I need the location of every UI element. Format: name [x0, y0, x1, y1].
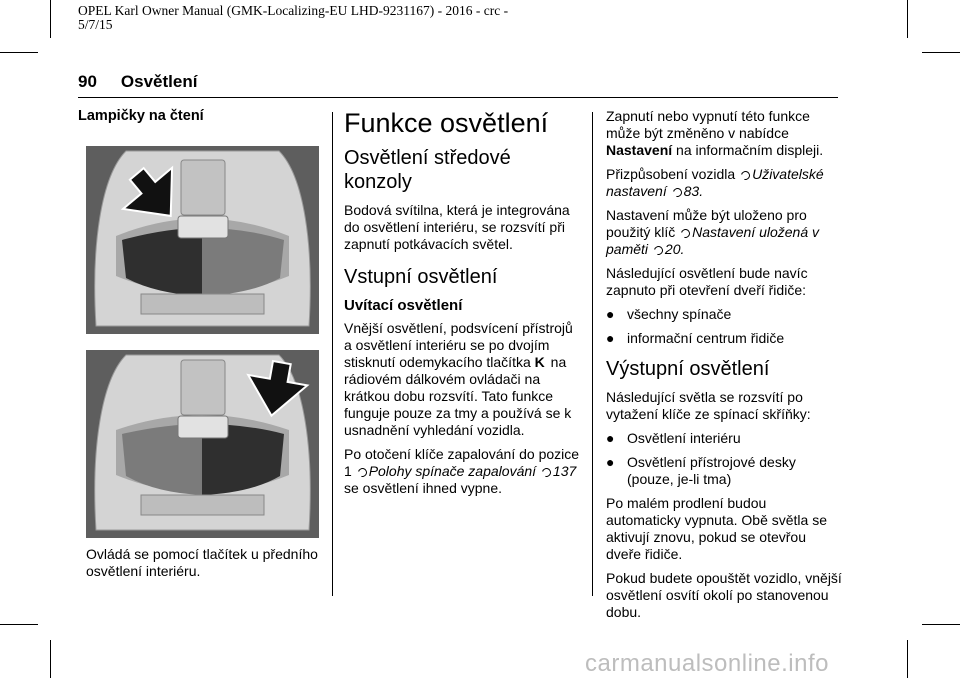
- column-3: [606, 108, 842, 628]
- paragraph: Vnější osvětlení, podsvícení přístrojů a osvětlení interiéru se po dvojím stisknutí odemykacího tlačítka K na rádiovém dálkovém ovládači na krátkou dobu rozsvítí. Tato funkce funguje pouze za tmy a používá se k usnadnění vyhledání vozidla.: [344, 320, 573, 438]
- crop-mark: [922, 52, 960, 53]
- header-rule: [78, 97, 838, 98]
- list-item: ● Osvětlení interiéru: [606, 430, 741, 446]
- column-divider: [592, 112, 593, 596]
- lamp-illustration: [86, 350, 319, 538]
- paragraph: Nastavení může být uloženo pro použitý klíč Nastavení uložená v paměti 20.: [606, 207, 819, 257]
- crop-mark: [50, 640, 51, 678]
- section-title-reading-lamps: Lampičky na čtení: [78, 108, 204, 124]
- paragraph: Pokud budete opouštět vozidlo, vnější osvětlení osvítí okolí po stanovenou dobu.: [606, 570, 842, 620]
- crop-mark: [907, 640, 908, 678]
- crop-mark: [922, 624, 960, 625]
- reference-arrow-icon: [739, 169, 751, 181]
- crop-mark: [0, 52, 38, 53]
- page-reference[interactable]: 83: [683, 183, 700, 199]
- crop-mark: [907, 0, 908, 38]
- page-number: 90: [78, 72, 97, 91]
- page-reference[interactable]: 137: [552, 463, 577, 479]
- figure-lamp-right: [86, 350, 335, 538]
- list-item: ● Osvětlení přístrojové desky (pouze, je-li tma): [606, 454, 796, 487]
- chapter-title: Funkce osvětlení: [344, 108, 549, 138]
- subsection-title-console: Osvětlení středové konzoly: [344, 147, 511, 193]
- print-header-line2: 5/7/15: [78, 17, 113, 32]
- figure-lamp-left: [86, 146, 335, 334]
- page-reference[interactable]: 20: [664, 241, 681, 257]
- print-header-line1: OPEL Karl Owner Manual (GMK-Localizing-EU LHD-9231167) - 2016 - crc -: [78, 3, 509, 18]
- list-item: ● všechny spínače: [606, 306, 732, 322]
- page-heading: [78, 72, 197, 92]
- subsection-title-entry-lighting: Vstupní osvětlení: [344, 266, 498, 288]
- paragraph: Následující osvětlení bude navíc zapnuto při otevření dveří řidiče:: [606, 265, 808, 298]
- subsection-title-exit-lighting: Výstupní osvětlení: [606, 358, 770, 380]
- page-section-title: Osvětlení: [120, 72, 198, 91]
- figure-caption: [86, 546, 326, 587]
- print-header: [78, 4, 508, 32]
- paragraph: Bodová svítilna, která je integrována do osvětlení interiéru, se rozsvítí při zapnutí potkávacích světel.: [344, 202, 570, 252]
- column-1: [78, 108, 323, 133]
- lamp-illustration: [86, 146, 319, 334]
- paragraph: Zapnutí nebo vypnutí této funkce může být změněno v nabídce Nastavení na informačním displeji.: [606, 108, 824, 158]
- watermark: carmanualsonline.info: [585, 650, 829, 677]
- crop-mark: [0, 624, 38, 625]
- reference-arrow-icon: [540, 466, 552, 478]
- paragraph: Po otočení klíče zapalování do pozice 1 Polohy spínače zapalování 137 se osvětlení ihned vypne.: [344, 446, 580, 496]
- paragraph: Následující světla se rozsvítí po vytažení klíče ze spínací skříňky:: [606, 389, 811, 422]
- cross-reference-link[interactable]: Polohy spínače zapalování: [368, 463, 537, 479]
- unlock-key-icon: K: [534, 354, 545, 370]
- reference-arrow-icon: [652, 244, 664, 256]
- crop-mark: [50, 0, 51, 38]
- list-item: ● informační centrum řidiče: [606, 330, 785, 346]
- subsection-title-welcome: Uvítací osvětlení: [344, 297, 463, 314]
- column-2: [344, 108, 582, 504]
- cross-reference-link[interactable]: Nastavení uložená v paměti: [606, 224, 819, 257]
- reference-arrow-icon: [679, 227, 691, 239]
- paragraph: Přizpůsobení vozidla Uživatelské nastavení 83.: [606, 166, 824, 199]
- reference-arrow-icon: [671, 186, 683, 198]
- reference-arrow-icon: [356, 466, 368, 478]
- paragraph: Po malém prodlení budou automaticky vypnuta. Obě světla se aktivují znovu, pokud se otevřou dveře řidiče.: [606, 495, 827, 562]
- caption-text: Ovládá se pomocí tlačítek u předního osvětlení interiéru.: [86, 546, 318, 579]
- cross-reference-link[interactable]: Uživatelské nastavení: [606, 166, 824, 199]
